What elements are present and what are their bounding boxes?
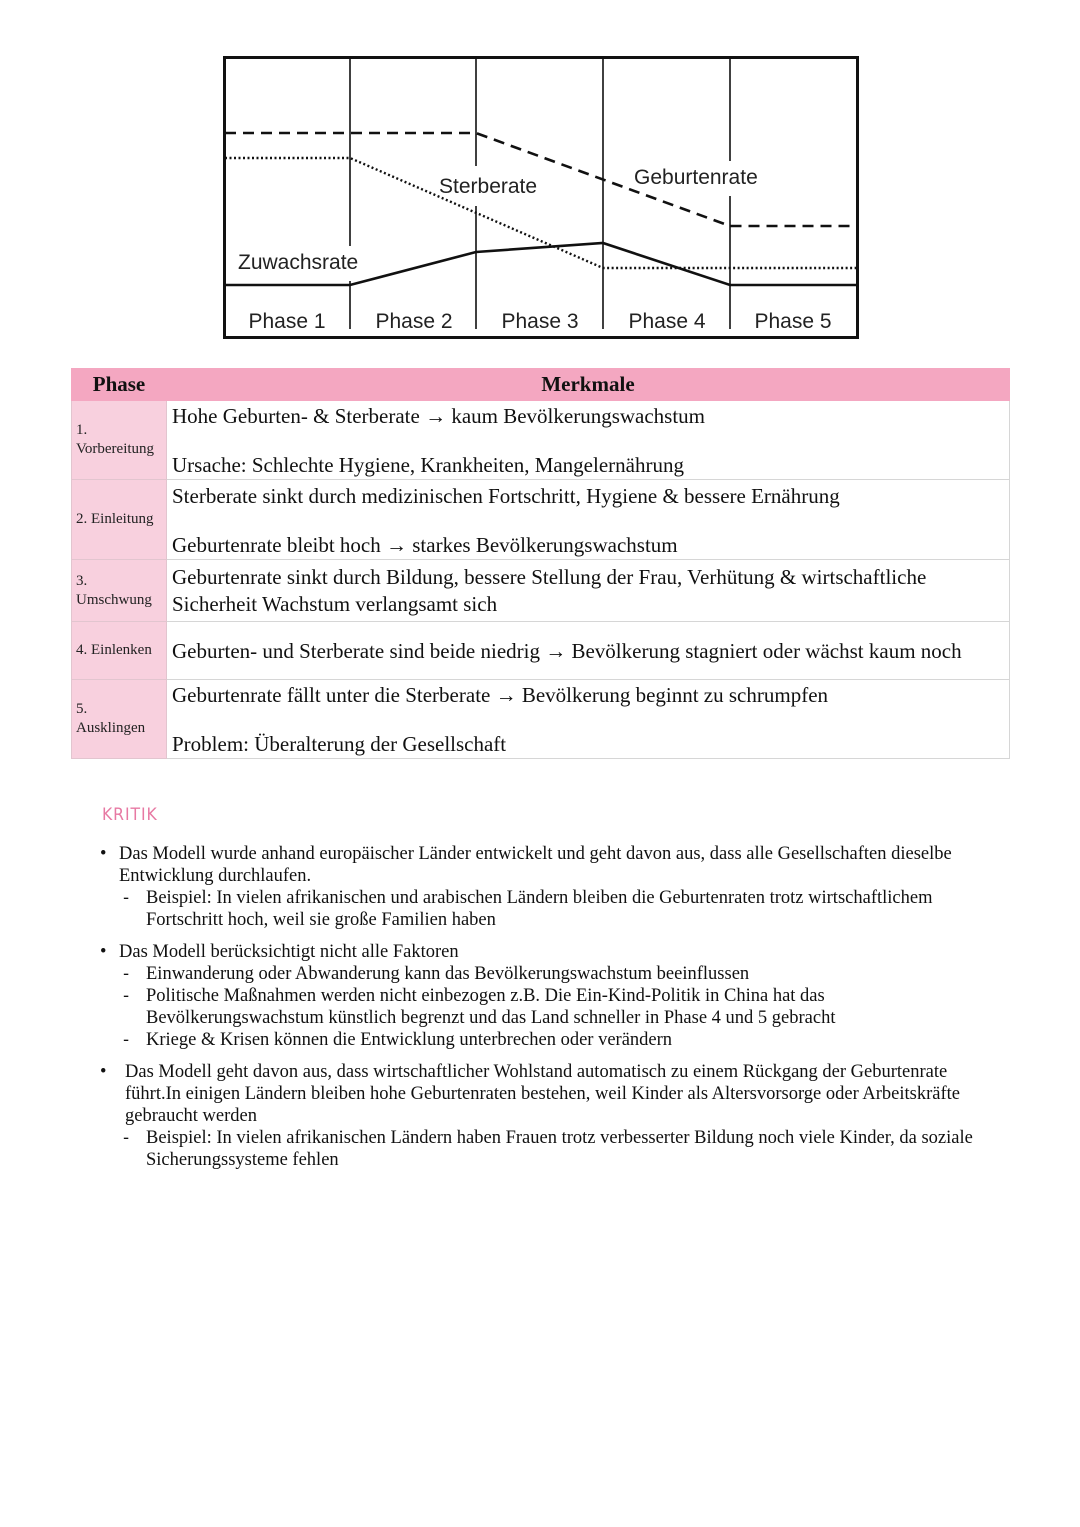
phase-name: Einlenken	[91, 642, 152, 658]
table-row	[72, 401, 1010, 480]
phase-number: 4.	[76, 642, 88, 658]
phase-label-2: Phase 2	[375, 310, 453, 333]
kritik-subitem	[119, 963, 1000, 985]
kritik-item	[100, 1061, 1000, 1171]
merkmal-line: Sterberate sinkt durch medizinischen Fortschritt, Hygiene & bessere Ernährung	[172, 483, 840, 508]
bullet-icon: •	[100, 844, 107, 864]
merkmale-cell	[167, 622, 1010, 680]
kritik-subitem	[119, 985, 1000, 1029]
table-row	[72, 680, 1010, 759]
phase-number: 1.	[76, 422, 88, 438]
merkmal-line: Geburtenrate fällt unter die Sterberate → Bevölkerung beginnt zu schrumpfen	[172, 683, 829, 707]
kritik-item-text: Das Modell wurde anhand europäischer Länder entwickelt und geht davon aus, dass alle Gesellschaften dieselbe Entwicklung durchlaufen.	[119, 844, 952, 886]
demographic-transition-chart	[223, 56, 859, 339]
zuwachsrate-label: Zuwachsrate	[238, 251, 359, 274]
bullet-icon: •	[100, 942, 107, 962]
bullet-icon: •	[100, 1062, 107, 1082]
phase-number: 3.	[76, 572, 88, 589]
dash-icon: -	[123, 964, 130, 984]
merkmal-line: Ursache: Schlechte Hygiene, Krankheiten, Mangelernährung	[172, 453, 684, 477]
kritik-subitem-text: Beispiel: In vielen afrikanischen Ländern haben Frauen trotz verbesserter Bildung noch viele Kinder, da soziale Sicherungssysteme fehlen	[146, 1128, 973, 1170]
merkmal-line: Hohe Geburten- & Sterberate → kaum Bevölkerungswachstum	[172, 404, 706, 428]
phase-cell	[72, 401, 167, 480]
kritik-subitem	[119, 1029, 1000, 1051]
merkmal-line: Geburtenrate bleibt hoch → starkes Bevölkerungswachstum	[172, 532, 678, 557]
kritik-subitem-text: Kriege & Krisen können die Entwicklung unterbrechen oder verändern	[146, 1030, 673, 1050]
merkmal-line: Problem: Überalterung der Gesellschaft	[172, 732, 507, 756]
chart-svg	[223, 56, 859, 339]
phase-label-1: Phase 1	[248, 310, 326, 333]
merkmale-cell	[167, 401, 1010, 480]
kritik-item-text: Das Modell geht davon aus, dass wirtschaftlicher Wohlstand automatisch zu einem Rückgang der Geburtenrate führt.In einigen Ländern bleiben hohe Geburtenraten bestehen, weil Kinder als Altersvorsorge oder Arbeitskräfte gebraucht werden	[125, 1062, 960, 1126]
header-phase: Phase	[72, 369, 167, 401]
merkmale-cell	[167, 680, 1010, 759]
kritik-subitem-text: Politische Maßnahmen werden nicht einbezogen z.B. Die Ein-Kind-Politik in China hat das Bevölkerungswachstum künstlich begrenzt und das Land schneller in Phase 4 und 5 gebracht	[146, 986, 836, 1028]
kritik-item	[100, 843, 1000, 931]
dash-icon: -	[123, 888, 130, 908]
dash-icon: -	[123, 986, 130, 1006]
kritik-subitem	[119, 1127, 1000, 1171]
dash-icon: -	[123, 1128, 130, 1148]
kritik-subitem-text: Einwanderung oder Abwanderung kann das Bevölkerungswachstum beeinflussen	[146, 964, 750, 984]
kritik-subitem	[119, 887, 1000, 931]
kritik-heading: KRITIK	[102, 805, 158, 825]
phase-cell	[72, 560, 167, 622]
phase-cell	[72, 622, 167, 680]
phase-name: Ausklingen	[76, 720, 146, 736]
geburtenrate-label: Geburtenrate	[634, 166, 758, 189]
phase-label-4: Phase 4	[628, 310, 706, 333]
merkmale-cell	[167, 560, 1010, 622]
phase-label-3: Phase 3	[501, 310, 579, 333]
phase-name: Vorbereitung	[76, 441, 155, 457]
kritik-item-text: Das Modell berücksichtigt nicht alle Faktoren	[119, 942, 459, 962]
phase-number: 2.	[76, 511, 88, 527]
table-row	[72, 560, 1010, 622]
merkmale-cell	[167, 480, 1010, 560]
kritik-item	[100, 941, 1000, 1051]
merkmal-line: Geburten- und Sterberate sind beide niedrig → Bevölkerung stagniert oder wächst kaum noch	[172, 639, 962, 663]
merkmal-line: Geburtenrate sinkt durch Bildung, bessere Stellung der Frau, Verhütung & wirtschaftliche Sicherheit Wachstum verlangsamt sich	[172, 565, 927, 616]
phase-number: 5.	[76, 701, 88, 717]
kritik-list	[100, 843, 1000, 1181]
phase-label-5: Phase 5	[754, 310, 832, 333]
phases-table	[71, 368, 1010, 759]
table-header-row	[72, 369, 1010, 401]
sterberate-label: Sterberate	[439, 175, 538, 198]
phase-name: Umschwung	[76, 591, 152, 608]
phase-cell	[72, 480, 167, 560]
dash-icon: -	[123, 1030, 130, 1050]
table-row	[72, 480, 1010, 560]
table-row	[72, 622, 1010, 680]
chart-frame	[225, 58, 858, 338]
header-merkmale: Merkmale	[167, 369, 1010, 401]
phase-cell	[72, 680, 167, 759]
phase-name: Einleitung	[91, 511, 154, 527]
kritik-subitem-text: Beispiel: In vielen afrikanischen und arabischen Ländern bleiben die Geburtenraten trotz wirtschaftlichem Fortschritt hoch, weil sie große Familien haben	[146, 888, 933, 930]
